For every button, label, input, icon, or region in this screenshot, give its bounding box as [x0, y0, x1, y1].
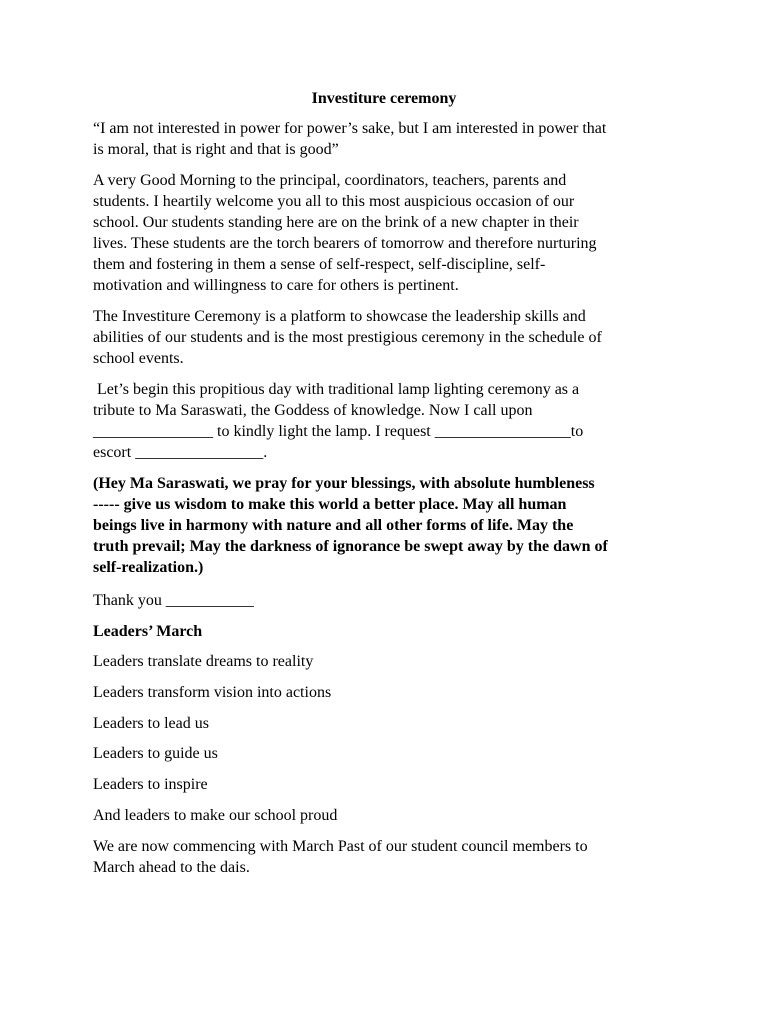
lamp-paragraph — [93, 379, 683, 463]
quote-line: is moral, that is right and that is good” — [93, 141, 339, 158]
lamp-line: _______________ to kindly light the lamp. I request _________________to — [93, 423, 584, 440]
closing-paragraph — [93, 836, 683, 878]
march-line-6: And leaders to make our school proud — [93, 807, 338, 824]
document-title: Investiture ceremony — [311, 90, 457, 107]
quote-line: “I am not interested in power for power’s sake, but I am interested in power that — [93, 120, 607, 137]
march-line-5: Leaders to inspire — [93, 776, 208, 793]
march-line-1: Leaders translate dreams to reality — [93, 653, 314, 670]
prayer-line: ----- give us wisdom to make this world a better place. May all human — [93, 496, 567, 513]
welcome-line: students. I heartily welcome you all to this most auspicious occasion of our — [93, 193, 575, 210]
prayer-line: (Hey Ma Saraswati, we pray for your blessings, with absolute humbleness — [93, 475, 595, 492]
lamp-line: Let’s begin this propitious day with traditional lamp lighting ceremony as a — [93, 381, 580, 398]
welcome-line: motivation and willingness to care for others is pertinent. — [93, 277, 459, 294]
welcome-paragraph — [93, 170, 683, 296]
lamp-line: tribute to Ma Saraswati, the Goddess of knowledge. Now I call upon — [93, 402, 533, 419]
welcome-line: lives. These students are the torch bearers of tomorrow and therefore nurturing — [93, 235, 597, 252]
march-line-4: Leaders to guide us — [93, 745, 218, 762]
prayer-paragraph — [93, 473, 683, 578]
closing-line: March ahead to the dais. — [93, 859, 250, 876]
platform-paragraph — [93, 306, 683, 369]
prayer-line: beings live in harmony with nature and all other forms of life. May the — [93, 517, 574, 534]
closing-line: We are now commencing with March Past of our student council members to — [93, 838, 588, 855]
platform-line: abilities of our students and is the most prestigious ceremony in the schedule of — [93, 329, 602, 346]
welcome-line: them and fostering in them a sense of self-respect, self-discipline, self- — [93, 256, 546, 273]
march-line-2: Leaders transform vision into actions — [93, 684, 332, 701]
welcome-line: A very Good Morning to the principal, coordinators, teachers, parents and — [93, 172, 567, 189]
prayer-line: self-realization.) — [93, 559, 204, 576]
lamp-line: escort ________________. — [93, 444, 268, 461]
welcome-line: school. Our students standing here are on the brink of a new chapter in their — [93, 214, 579, 231]
march-line-3: Leaders to lead us — [93, 715, 209, 732]
platform-line: school events. — [93, 350, 184, 367]
leaders-march-heading: Leaders’ March — [93, 623, 203, 640]
thank-you-line: Thank you ___________ — [93, 592, 254, 609]
prayer-line: truth prevail; May the darkness of ignorance be swept away by the dawn of — [93, 538, 608, 555]
quote-paragraph — [93, 118, 683, 160]
platform-line: The Investiture Ceremony is a platform to showcase the leadership skills and — [93, 308, 586, 325]
